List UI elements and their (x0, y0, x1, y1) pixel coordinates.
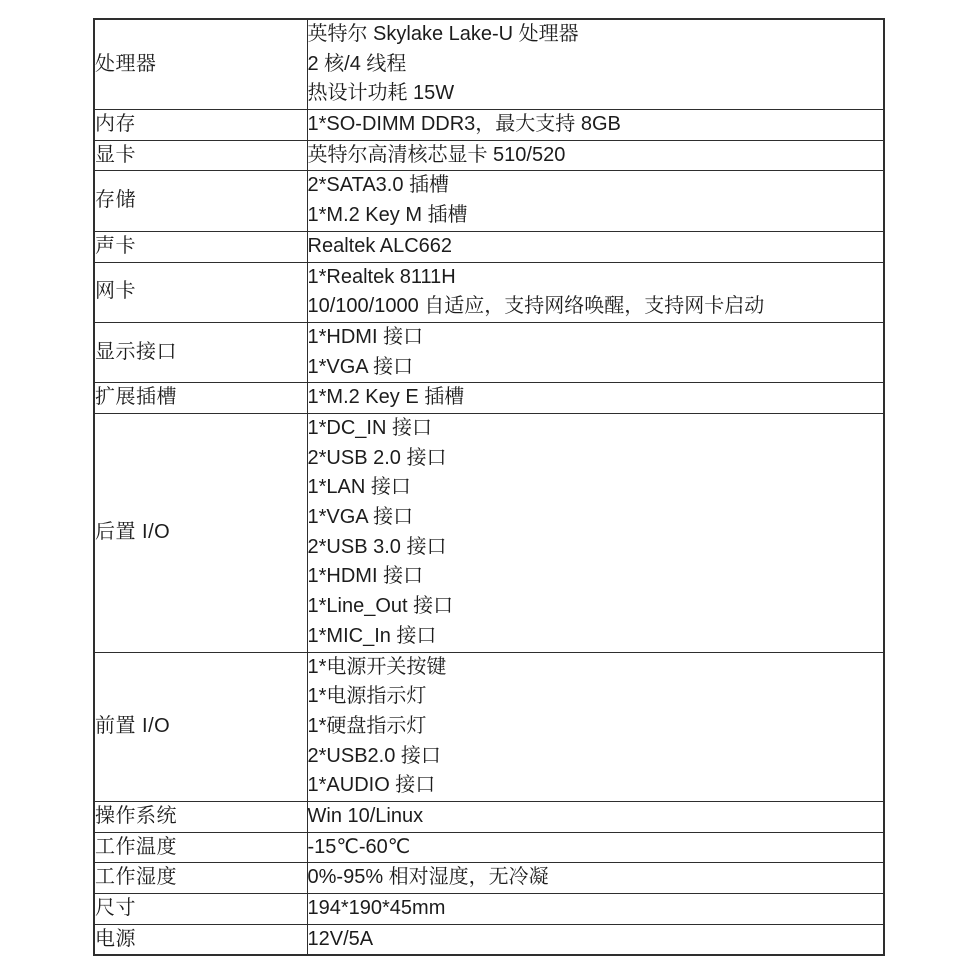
spec-label-cell (94, 924, 307, 955)
spec-value-cell (307, 322, 884, 382)
table-row (94, 863, 884, 894)
table-row (94, 924, 884, 955)
table-row (94, 652, 884, 801)
spec-value-cell (307, 832, 884, 863)
spec-value-cell (307, 171, 884, 231)
spec-value-cell (307, 924, 884, 955)
table-row (94, 110, 884, 141)
spec-value-cell (307, 801, 884, 832)
spec-table (93, 18, 885, 956)
spec-value-cell (307, 140, 884, 171)
spec-value-cell (307, 414, 884, 653)
table-row (94, 171, 884, 231)
spec-value-line: 1*M.2 Key M 插槽 (307, 204, 468, 227)
spec-label: 尺寸 (95, 897, 136, 920)
spec-value-line: Realtek ALC662 (307, 234, 453, 257)
spec-label: 电源 (95, 927, 136, 950)
spec-label: 扩展插槽 (95, 386, 177, 409)
spec-value-line: 1*M.2 Key E 插槽 (307, 386, 465, 409)
spec-value-line: 1*DC_IN 接口 (307, 417, 432, 439)
table-row (94, 894, 884, 925)
spec-value-cell (307, 19, 884, 110)
spec-label-cell (94, 801, 307, 832)
spec-value-line: 2 核/4 线程 (307, 52, 407, 75)
spec-value-line: 0%-95% 相对湿度，无冷凝 (307, 866, 549, 889)
spec-value-line: 1*AUDIO 接口 (307, 774, 436, 797)
spec-value-line: 1*MIC_In 接口 (307, 624, 437, 647)
spec-label-cell (94, 414, 307, 653)
spec-table-container (93, 18, 885, 956)
spec-value-line: 1*SO-DIMM DDR3，最大支持 8GB (307, 113, 621, 136)
spec-value-line: 2*USB 2.0 接口 (307, 446, 447, 469)
table-row (94, 19, 884, 110)
spec-value-line: 1*电源指示灯 (307, 685, 427, 708)
spec-label: 处理器 (95, 52, 157, 75)
spec-label-cell (94, 19, 307, 110)
spec-value-line: 1*Realtek 8111H (307, 265, 456, 288)
spec-value-line: 英特尔 Skylake Lake-U 处理器 (307, 23, 579, 45)
spec-label-cell (94, 863, 307, 894)
table-row (94, 231, 884, 262)
spec-value-line: Win 10/Linux (307, 804, 424, 827)
spec-table-body (94, 19, 884, 955)
spec-value-cell (307, 110, 884, 141)
spec-value-line: 英特尔高清核芯显卡 510/520 (307, 143, 566, 166)
spec-value-line: 1*VGA 接口 (307, 355, 414, 378)
spec-value-line: 1*HDMI 接口 (307, 565, 424, 588)
spec-label: 操作系统 (95, 804, 177, 827)
spec-value-line: 1*Line_Out 接口 (307, 595, 454, 618)
spec-label: 声卡 (95, 234, 136, 257)
spec-value-cell (307, 652, 884, 801)
spec-value-cell (307, 863, 884, 894)
spec-label: 前置 I/O (95, 714, 171, 737)
spec-value-cell (307, 894, 884, 925)
spec-label: 工作湿度 (95, 866, 177, 889)
spec-label-cell (94, 110, 307, 141)
spec-value-line: 2*USB2.0 接口 (307, 744, 441, 767)
spec-value-line: 10/100/1000 自适应，支持网络唤醒，支持网卡启动 (307, 295, 765, 318)
spec-value-line: 1*电源开关按键 (307, 655, 447, 678)
spec-label-cell (94, 140, 307, 171)
table-row (94, 832, 884, 863)
spec-value-line: 1*HDMI 接口 (307, 325, 424, 348)
spec-label-cell (94, 383, 307, 414)
spec-value-line: -15℃-60℃ (307, 835, 411, 858)
table-row (94, 262, 884, 322)
table-row (94, 140, 884, 171)
spec-label-cell (94, 171, 307, 231)
spec-value-line: 12V/5A (307, 927, 374, 950)
table-row (94, 383, 884, 414)
spec-value-cell (307, 262, 884, 322)
spec-label: 工作温度 (95, 835, 177, 858)
spec-label-cell (94, 652, 307, 801)
spec-label: 显卡 (95, 143, 136, 166)
spec-value-line: 热设计功耗 15W (307, 82, 455, 105)
spec-label: 显示接口 (95, 340, 177, 363)
spec-value-cell (307, 231, 884, 262)
table-row (94, 322, 884, 382)
spec-label: 存储 (95, 189, 136, 212)
spec-label-cell (94, 322, 307, 382)
spec-value-line: 2*SATA3.0 插槽 (307, 174, 450, 197)
table-row (94, 414, 884, 653)
spec-label: 后置 I/O (95, 520, 171, 543)
spec-value-line: 1*VGA 接口 (307, 506, 414, 529)
spec-label-cell (94, 262, 307, 322)
spec-value-line: 2*USB 3.0 接口 (307, 535, 447, 558)
spec-value-line: 194*190*45mm (307, 897, 446, 920)
spec-value-cell (307, 383, 884, 414)
table-row (94, 801, 884, 832)
spec-label-cell (94, 894, 307, 925)
spec-value-line: 1*LAN 接口 (307, 476, 411, 499)
spec-label-cell (94, 231, 307, 262)
spec-label: 网卡 (95, 280, 136, 303)
spec-label: 内存 (95, 113, 136, 136)
spec-value-line: 1*硬盘指示灯 (307, 714, 427, 737)
spec-label-cell (94, 832, 307, 863)
